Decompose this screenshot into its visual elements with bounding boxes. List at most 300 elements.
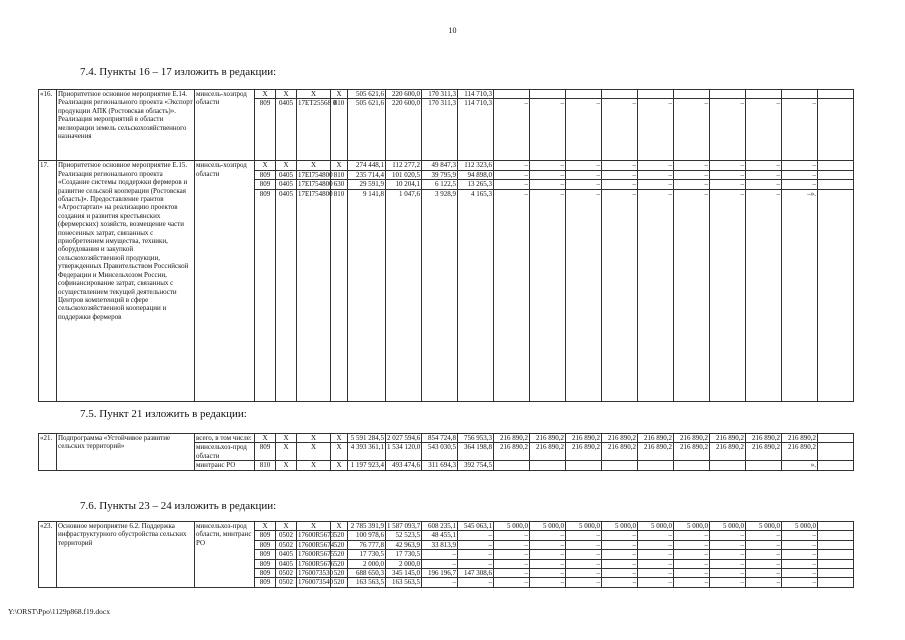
table-cell: – bbox=[530, 578, 566, 587]
table-cell: 810 bbox=[255, 461, 276, 470]
page-number: 10 bbox=[448, 26, 457, 35]
table-cell: 216 890,2 bbox=[674, 434, 710, 443]
table-cell: 216 890,2 bbox=[566, 443, 602, 461]
row-number: «21. bbox=[39, 434, 57, 471]
executor: минсельхоз-прод области bbox=[195, 443, 255, 461]
table-cell: 809 bbox=[255, 559, 276, 568]
table-cell: Х bbox=[331, 443, 348, 461]
table-cell: 809 bbox=[255, 99, 276, 161]
table-cell: – bbox=[674, 180, 710, 189]
table-cell: 17600R5676 bbox=[298, 559, 335, 568]
table-cell: 1 587 093,7 bbox=[387, 522, 421, 530]
table-cell: – bbox=[566, 569, 602, 578]
table-cell: – bbox=[530, 550, 566, 559]
table-cell: – bbox=[674, 540, 710, 549]
table-cell: 392 754,5 bbox=[458, 461, 494, 470]
table-cell: 0405 bbox=[276, 170, 297, 179]
table-cell: – bbox=[602, 559, 638, 568]
table-cell: 216 890,2 bbox=[782, 434, 818, 443]
table-cell: Х bbox=[255, 161, 276, 170]
table-cell: 216 890,2 bbox=[530, 443, 566, 461]
table-cell: 274 448,1 bbox=[348, 161, 386, 170]
table-cell: 809 bbox=[255, 170, 276, 179]
table-cell: 49 847,3 bbox=[422, 161, 458, 170]
table-cell: – bbox=[494, 99, 530, 161]
table-cell: 520 bbox=[331, 569, 348, 578]
table-cell: – bbox=[674, 550, 710, 559]
table-cell-trailing bbox=[818, 99, 854, 161]
table-cell: – bbox=[566, 550, 602, 559]
table-cell: 216 890,2 bbox=[602, 434, 638, 443]
table-items-23-24 bbox=[38, 521, 875, 588]
table-cell: – bbox=[566, 170, 602, 179]
table-cell: 52 523,5 bbox=[386, 531, 422, 540]
table-cell: – bbox=[422, 559, 458, 568]
table-cell: – bbox=[746, 189, 782, 401]
table-cell: –». bbox=[782, 189, 818, 401]
table-cell: 810 bbox=[331, 189, 348, 401]
table-cell: – bbox=[782, 531, 818, 540]
table-cell: 520 bbox=[331, 578, 348, 587]
table-cell: – bbox=[710, 540, 746, 549]
table-cell: – bbox=[494, 559, 530, 568]
table-cell: 0405 bbox=[276, 559, 297, 568]
table-cell: 17 730,5 bbox=[348, 550, 386, 559]
table-cell-trailing bbox=[818, 522, 854, 531]
table-cell bbox=[710, 461, 746, 470]
table-cell: 220 600,0 bbox=[386, 90, 422, 99]
table-cell: – bbox=[602, 170, 638, 179]
table-cell bbox=[494, 90, 530, 99]
table-cell: 216 890,2 bbox=[566, 434, 602, 443]
table-cell: 235 714,4 bbox=[348, 170, 386, 179]
table-cell: 220 600,0 bbox=[386, 99, 422, 161]
table-cell: 493 474,6 bbox=[386, 461, 422, 470]
table-cell: – bbox=[782, 161, 818, 170]
table-cell: – bbox=[530, 189, 566, 401]
table-cell: – bbox=[638, 569, 674, 578]
table-cell: 163 563,5 bbox=[386, 578, 422, 587]
table-cell: – bbox=[602, 180, 638, 189]
table-cell: 810 bbox=[331, 99, 348, 161]
table-items-16-17 bbox=[38, 89, 875, 402]
table-cell: 216 890,2 bbox=[710, 443, 746, 461]
table-cell: Х bbox=[331, 461, 348, 470]
table-cell: 1 534 120,0 bbox=[386, 443, 422, 461]
table-cell: – bbox=[602, 550, 638, 559]
table-cell: – bbox=[566, 161, 602, 170]
table-cell: 0405 bbox=[276, 189, 297, 401]
table-cell: – bbox=[602, 569, 638, 578]
table-cell: – bbox=[746, 569, 782, 578]
table-cell: – bbox=[458, 531, 494, 540]
table-cell: – bbox=[566, 540, 602, 549]
table-cell: – bbox=[710, 578, 746, 587]
table-row bbox=[39, 434, 875, 443]
table-cell: 112 277,2 bbox=[386, 161, 422, 170]
row-number: «16. bbox=[39, 90, 57, 161]
table-cell: – bbox=[638, 180, 674, 189]
table-cell-trailing bbox=[818, 461, 854, 470]
table-cell bbox=[674, 90, 710, 99]
table-cell: 196 196,7 bbox=[422, 569, 458, 578]
section-heading-7-6: 7.6. Пункты 23 – 24 изложить в редакции: bbox=[80, 500, 277, 512]
table-cell: – bbox=[746, 578, 782, 587]
table-cell-trailing bbox=[818, 578, 854, 587]
table-cell: 311 694,3 bbox=[422, 461, 458, 470]
table-cell: Х bbox=[276, 90, 297, 99]
table-cell: – bbox=[638, 540, 674, 549]
table-cell: – bbox=[746, 180, 782, 189]
table-cell: 5 000,0 bbox=[746, 522, 782, 531]
executor: минсельхоз-прод области, минтранс РО bbox=[195, 522, 255, 588]
table-cell bbox=[674, 461, 710, 470]
table-cell: – bbox=[602, 189, 638, 401]
table-cell: – bbox=[566, 189, 602, 401]
table-cell: 608 235,1 bbox=[422, 522, 458, 531]
table-cell: – bbox=[566, 180, 602, 189]
table-cell: – bbox=[602, 99, 638, 161]
table-cell: – bbox=[422, 550, 458, 559]
table-cell: – bbox=[494, 550, 530, 559]
table-cell bbox=[638, 461, 674, 470]
table-cell: 17 730,5 bbox=[386, 550, 422, 559]
table-cell: Х bbox=[276, 161, 297, 170]
table-cell-trailing bbox=[818, 161, 854, 170]
table-cell: 809 bbox=[255, 550, 276, 559]
table-cell: – bbox=[782, 550, 818, 559]
table-cell bbox=[602, 90, 638, 99]
table-cell: 520 bbox=[331, 550, 348, 559]
table-cell bbox=[638, 90, 674, 99]
file-path-footer: Y:\ORST\Ppo\1129p868.f19.docx bbox=[8, 607, 110, 616]
table-cell: 1760073530 bbox=[298, 569, 333, 578]
table-cell: 0502 bbox=[276, 578, 297, 587]
table-cell: – bbox=[530, 569, 566, 578]
table-cell: – bbox=[710, 170, 746, 179]
table-cell: – bbox=[602, 578, 638, 587]
table-cell: 170 311,3 bbox=[422, 90, 458, 99]
table-cell: – bbox=[638, 170, 674, 179]
table-cell bbox=[602, 461, 638, 470]
table-cell: 5 000,0 bbox=[530, 522, 566, 531]
table-cell: 810 bbox=[331, 170, 348, 179]
table-cell: 809 bbox=[255, 540, 276, 549]
table-cell: 0502 bbox=[276, 540, 297, 549]
table-cell: 543 030,5 bbox=[422, 443, 458, 461]
table-cell: – bbox=[782, 569, 818, 578]
table-cell: – bbox=[782, 170, 818, 179]
table-cell: – bbox=[530, 559, 566, 568]
table-cell bbox=[782, 90, 818, 99]
table-cell: Х bbox=[255, 434, 276, 443]
table-cell: 520 bbox=[331, 559, 348, 568]
table-cell: 0405 bbox=[276, 99, 297, 161]
table-cell: – bbox=[638, 550, 674, 559]
table-cell: – bbox=[746, 559, 782, 568]
table-cell: Х bbox=[297, 443, 331, 461]
table-cell: – bbox=[638, 189, 674, 401]
table-cell: Х bbox=[297, 90, 331, 99]
table-cell: Х bbox=[297, 161, 331, 170]
table-cell: 9 141,8 bbox=[348, 189, 386, 401]
table-cell: – bbox=[638, 559, 674, 568]
table-cell: – bbox=[710, 531, 746, 540]
table-cell-trailing bbox=[818, 189, 854, 401]
table-cell: 163 563,5 bbox=[348, 578, 386, 587]
table-cell: – bbox=[494, 189, 530, 401]
table-cell: – bbox=[746, 99, 782, 161]
table-cell: 29 591,9 bbox=[348, 180, 386, 189]
table-cell: 17600R5673 bbox=[298, 531, 335, 540]
table-cell: – bbox=[746, 170, 782, 179]
table-cell bbox=[494, 461, 530, 470]
table-cell: 216 890,2 bbox=[746, 443, 782, 461]
table-cell: 809 bbox=[255, 443, 276, 461]
table-cell: ». bbox=[782, 461, 818, 470]
table-cell: 4 393 361,1 bbox=[348, 443, 386, 461]
table-cell: Х bbox=[331, 522, 348, 531]
table-cell: 809 bbox=[255, 189, 276, 401]
program-name: Основное мероприятие 6.2. Поддержка инфраструктурного обустройства сельских территорий bbox=[57, 522, 195, 588]
table-cell-trailing bbox=[818, 550, 854, 559]
table-item-21 bbox=[38, 433, 875, 471]
table-cell: 76 777,8 bbox=[348, 540, 386, 549]
table-cell: 0502 bbox=[276, 569, 297, 578]
table-cell: – bbox=[530, 540, 566, 549]
table-cell: – bbox=[782, 559, 818, 568]
table-cell: 112 323,6 bbox=[458, 161, 494, 170]
table-cell: Х bbox=[297, 461, 331, 470]
table-cell: – bbox=[782, 540, 818, 549]
table-cell: Х bbox=[255, 522, 276, 531]
table-cell: 3 928,9 bbox=[422, 189, 458, 401]
table-cell: – bbox=[746, 161, 782, 170]
table-cell: – bbox=[566, 99, 602, 161]
table-cell: 1 047,6 bbox=[386, 189, 422, 401]
row-number: 17. bbox=[39, 161, 57, 401]
table-row bbox=[39, 90, 875, 99]
table-cell: – bbox=[674, 569, 710, 578]
table-cell: Х bbox=[297, 522, 331, 531]
table-row bbox=[39, 161, 875, 170]
table-cell: – bbox=[710, 189, 746, 401]
table-cell: – bbox=[566, 578, 602, 587]
table-cell: 364 198,8 bbox=[458, 443, 494, 461]
table-cell: – bbox=[566, 559, 602, 568]
section-heading-7-4: 7.4. Пункты 16 – 17 изложить в редакции: bbox=[80, 66, 277, 78]
table-cell: 0405 bbox=[276, 180, 297, 189]
table-cell: 809 bbox=[255, 180, 276, 189]
table-cell: 33 813,9 bbox=[422, 540, 458, 549]
table-cell: 1760073540 bbox=[298, 578, 333, 587]
table-cell: 854 724,8 bbox=[422, 434, 458, 443]
table-cell: – bbox=[674, 189, 710, 401]
table-cell: 2 000,0 bbox=[386, 559, 422, 568]
table-cell: 17600R5674 bbox=[298, 540, 335, 549]
table-cell: 216 890,2 bbox=[674, 443, 710, 461]
table-cell: 216 890,2 bbox=[746, 434, 782, 443]
table-cell: 216 890,2 bbox=[710, 434, 746, 443]
table-cell: 39 795,9 bbox=[422, 170, 458, 179]
table-cell: Х bbox=[255, 90, 276, 99]
table-cell bbox=[746, 461, 782, 470]
table-cell: – bbox=[782, 578, 818, 587]
table-cell-trailing bbox=[818, 569, 854, 578]
executor: минсель-хозпрод области bbox=[195, 90, 255, 161]
table-cell: – bbox=[710, 161, 746, 170]
table-cell: 505 621,6 bbox=[348, 99, 386, 161]
table-cell: 5 000,0 bbox=[782, 522, 818, 531]
table-cell: 216 890,2 bbox=[530, 434, 566, 443]
table-cell: – bbox=[638, 99, 674, 161]
program-name: Приоритетное основное мероприятие Е.14. Реализация регионального проекта «Экспорт продукции АПК (Ростовская область)». Реализация мероприятий в области мелиорации земель сельскохозяйственного назначения bbox=[57, 90, 195, 161]
table-cell: 17600R5675 bbox=[298, 550, 335, 559]
executor: минсель-хозпрод области bbox=[195, 161, 255, 401]
table-cell: – bbox=[494, 170, 530, 179]
table-cell: – bbox=[458, 559, 494, 568]
table-cell: – bbox=[674, 578, 710, 587]
table-cell-trailing bbox=[818, 559, 854, 568]
table-cell bbox=[530, 461, 566, 470]
table-cell: 2 027 594,6 bbox=[387, 434, 421, 442]
table-cell: – bbox=[494, 531, 530, 540]
table-cell bbox=[566, 461, 602, 470]
table-cell: – bbox=[602, 531, 638, 540]
table-cell: 1 197 923,4 bbox=[348, 461, 386, 470]
table-cell: – bbox=[458, 578, 494, 587]
table-cell: – bbox=[710, 180, 746, 189]
table-cell-trailing bbox=[818, 90, 854, 99]
table-cell bbox=[746, 90, 782, 99]
table-cell: – bbox=[494, 540, 530, 549]
table-cell: 545 063,1 bbox=[458, 522, 494, 531]
table-cell: 809 bbox=[255, 531, 276, 540]
table-cell: – bbox=[494, 161, 530, 170]
table-cell: 216 890,2 bbox=[494, 434, 530, 443]
executor: минтранс РО bbox=[195, 461, 255, 470]
table-cell: – bbox=[494, 578, 530, 587]
table-cell: Х bbox=[331, 161, 348, 170]
table-cell: 0405 bbox=[276, 550, 297, 559]
table-cell: 114 710,3 bbox=[458, 99, 494, 161]
table-cell: – bbox=[422, 578, 458, 587]
table-cell: 5 000,0 bbox=[566, 522, 602, 531]
table-cell: 216 890,2 bbox=[602, 443, 638, 461]
table-cell: Х bbox=[297, 434, 331, 443]
table-cell: – bbox=[710, 550, 746, 559]
table-cell: 4 165,3 bbox=[458, 189, 494, 401]
table-cell: 809 bbox=[255, 578, 276, 587]
table-cell: 170 311,3 bbox=[422, 99, 458, 161]
table-cell: – bbox=[602, 161, 638, 170]
table-cell: – bbox=[638, 161, 674, 170]
table-cell: 94 898,0 bbox=[458, 170, 494, 179]
table-cell: 17ЕТ25568 0 bbox=[297, 99, 331, 161]
table-cell-trailing bbox=[818, 540, 854, 549]
table-cell: – bbox=[602, 540, 638, 549]
program-name: Подпрограмма «Устойчивое развитие сельских территорий» bbox=[57, 434, 195, 471]
table-cell: – bbox=[746, 550, 782, 559]
table-cell: – bbox=[782, 99, 818, 161]
table-row bbox=[39, 522, 875, 531]
table-cell: – bbox=[674, 531, 710, 540]
table-cell: Х bbox=[276, 443, 297, 461]
table-cell: 0502 bbox=[276, 531, 297, 540]
table-cell: 216 890,2 bbox=[782, 443, 818, 461]
table-cell: 2 785 391,9 bbox=[348, 522, 386, 531]
table-cell: – bbox=[458, 540, 494, 549]
table-cell: 48 455,1 bbox=[422, 531, 458, 540]
table-cell: 10 204,1 bbox=[386, 180, 422, 189]
table-cell: – bbox=[530, 531, 566, 540]
table-cell: 5 000,0 bbox=[494, 522, 530, 531]
table-cell: – bbox=[494, 180, 530, 189]
table-cell: Х bbox=[276, 434, 297, 443]
table-cell: – bbox=[530, 170, 566, 179]
table-cell: 216 890,2 bbox=[494, 443, 530, 461]
table-cell: Х bbox=[331, 90, 348, 99]
table-cell: 42 963,9 bbox=[386, 540, 422, 549]
program-name: Приоритетное основное мероприятие Е.15. Реализация регионального проекта «Создание системы поддержки фермеров и развитие сельской кооперации (Ростовская область)». Предоставление грантов «Агростартап» на реализацию проектов создания и развития крестьянских (фермерских) хозяйств, возмещение части понесенных затрат, связанных с приобретением имущества, техники, оборудования и закупкой сельскохозяйственной продукции, утвержденных Правительством Российской Федерации и Минсельхозом России, софинансирование затрат, связанных с осуществлением текущей деятельности Центров компетенций в сфере сельскохозяйственной кооперации и поддержки фермеров bbox=[57, 161, 195, 401]
table-cell: 5 000,0 bbox=[674, 522, 710, 531]
table-cell: 5 000,0 bbox=[602, 522, 638, 531]
table-cell: 5 000,0 bbox=[638, 522, 674, 531]
table-cell: Х bbox=[331, 434, 348, 443]
table-cell: 100 978,6 bbox=[348, 531, 386, 540]
table-cell: 101 020,5 bbox=[386, 170, 422, 179]
table-cell: 630 bbox=[331, 180, 348, 189]
table-cell: – bbox=[710, 99, 746, 161]
table-cell: 2 000,0 bbox=[348, 559, 386, 568]
table-cell: 520 bbox=[331, 531, 348, 540]
table-cell: 17ЕI754800 bbox=[298, 170, 333, 179]
row-number: «23. bbox=[39, 522, 57, 588]
table-cell: – bbox=[710, 559, 746, 568]
table-cell-trailing bbox=[818, 434, 854, 443]
table-cell: 345 145,0 bbox=[386, 569, 422, 578]
table-cell-trailing bbox=[818, 443, 854, 461]
table-cell: – bbox=[530, 161, 566, 170]
table-cell: 756 953,3 bbox=[458, 434, 494, 443]
table-cell: – bbox=[674, 559, 710, 568]
table-cell: 17ЕI754800 bbox=[298, 180, 333, 189]
table-cell: 147 308,6 bbox=[458, 569, 494, 578]
table-cell bbox=[530, 90, 566, 99]
table-cell: – bbox=[674, 170, 710, 179]
table-cell: 17ЕI754800 bbox=[297, 189, 331, 401]
table-cell: – bbox=[530, 180, 566, 189]
table-cell bbox=[710, 90, 746, 99]
table-cell: – bbox=[566, 531, 602, 540]
executor: всего, в том числе: bbox=[195, 434, 255, 443]
table-cell: – bbox=[782, 180, 818, 189]
table-cell: 6 122,5 bbox=[422, 180, 458, 189]
table-cell: – bbox=[674, 161, 710, 170]
table-cell-trailing bbox=[818, 531, 854, 540]
table-cell: 809 bbox=[255, 569, 276, 578]
table-cell: 688 650,3 bbox=[348, 569, 386, 578]
table-cell: – bbox=[674, 99, 710, 161]
table-cell: – bbox=[494, 569, 530, 578]
table-cell: 114 710,3 bbox=[458, 90, 494, 99]
table-cell: – bbox=[746, 531, 782, 540]
table-cell: – bbox=[710, 569, 746, 578]
table-cell: 5 591 284,5 bbox=[348, 434, 386, 443]
table-cell: – bbox=[530, 99, 566, 161]
table-cell: Х bbox=[276, 461, 297, 470]
section-heading-7-5: 7.5. Пункт 21 изложить в редакции: bbox=[80, 408, 247, 420]
